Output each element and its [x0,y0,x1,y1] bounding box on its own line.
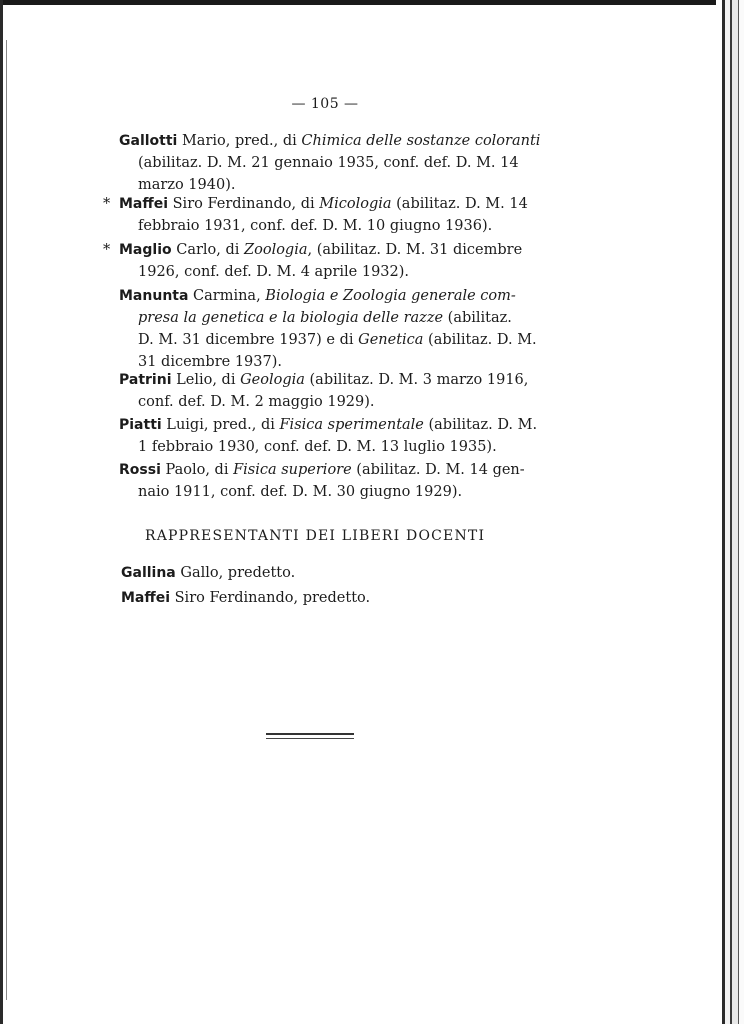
entry-line [138,329,537,351]
entry-surname: Maglio [119,242,172,258]
entry-line [119,414,537,436]
scan-left-edge [0,0,3,1024]
entry-text: 1926, conf. def. D. M. 4 aprile 1932). [138,264,410,280]
scan-right-edge [716,0,744,1024]
asterisk-marker: * [103,242,111,258]
representative-entry [121,565,295,581]
entry-text: marzo 1940). [138,177,236,193]
entry-subject: Chimica delle sostanze coloranti [301,133,541,149]
entry-subject: presa la genetica e la biologia delle razze [138,310,444,326]
entry-text: Carmina, [188,288,266,304]
entry-line [138,307,512,329]
entry-line [138,215,492,237]
scan-top-edge [0,0,744,5]
entry-text: Lelio, di [171,372,241,388]
entry-text: (abilitaz. D. M. 3 marzo 1916, [304,372,529,388]
entry-line [138,481,462,503]
entry-text: (abilitaz. D. M. 14 gen- [351,462,525,478]
entry-line [119,130,540,152]
representative-text: Gallo, predetto. [175,565,296,581]
entry-text: Paolo, di [160,462,234,478]
entry-surname: Gallotti [119,133,178,149]
entry-subject: Genetica [358,332,424,348]
representative-entry [121,590,370,606]
entry-subject: Geologia [240,372,305,388]
entry-surname: Piatti [119,417,162,433]
entry-line [119,369,528,391]
entry-text: (abilitaz. [443,310,512,326]
closing-rule-thick [266,733,354,735]
entry-line [138,261,409,283]
entry-subject: Zoologia [244,242,308,258]
entry-surname: Rossi [119,462,161,478]
entry-text: Luigi, pred., di [161,417,280,433]
entry-subject: Biologia e Zoologia generale com- [265,288,516,304]
scan-left-line [6,40,7,1000]
entry-surname: Patrini [119,372,172,388]
entry-text: Carlo, di [171,242,245,258]
entry-text: 31 dicembre 1937). [138,354,283,370]
entry-line [119,193,528,215]
entry-text: D. M. 31 dicembre 1937) e di [138,332,359,348]
entry-text: Siro Ferdinando, di [168,196,320,212]
representative-surname: Gallina [121,565,176,581]
entry-text: (abilitaz. D. M. [423,417,538,433]
entry-text: (abilitaz. D. M. 14 [391,196,528,212]
entry-surname: Manunta [119,288,189,304]
entry-subject: Fisica sperimentale [279,417,424,433]
entry-text: (abilitaz. D. M. 21 gennaio 1935, conf. def. D. M. 14 [138,155,519,171]
entry-line [119,459,525,481]
entry-text: febbraio 1931, conf. def. D. M. 10 giugno 1936). [138,218,493,234]
representative-surname: Maffei [121,590,171,606]
representative-text: Siro Ferdinando, predetto. [170,590,371,606]
entry-surname: Maffei [119,196,169,212]
asterisk-marker: * [103,196,111,212]
section-heading: RAPPRESENTANTI DEI LIBERI DOCENTI [145,528,486,544]
entry-line [138,436,497,458]
entry-text: conf. def. D. M. 2 maggio 1929). [138,394,375,410]
entry-text: Mario, pred., di [177,133,302,149]
entry-text: naio 1911, conf. def. D. M. 30 giugno 1929). [138,484,463,500]
entry-text: , (abilitaz. D. M. 31 dicembre [307,242,523,258]
entry-text: (abilitaz. D. M. [423,332,537,348]
page-number: — 105 — [291,96,359,112]
entry-subject: Micologia [319,196,392,212]
entry-text: 1 febbraio 1930, conf. def. D. M. 13 luglio 1935). [138,439,497,455]
entry-line [119,239,522,261]
entry-line [138,391,375,413]
entry-subject: Fisica superiore [233,462,352,478]
entry-line [138,152,519,174]
entry-line [119,285,516,307]
closing-rule-thin [266,738,354,739]
